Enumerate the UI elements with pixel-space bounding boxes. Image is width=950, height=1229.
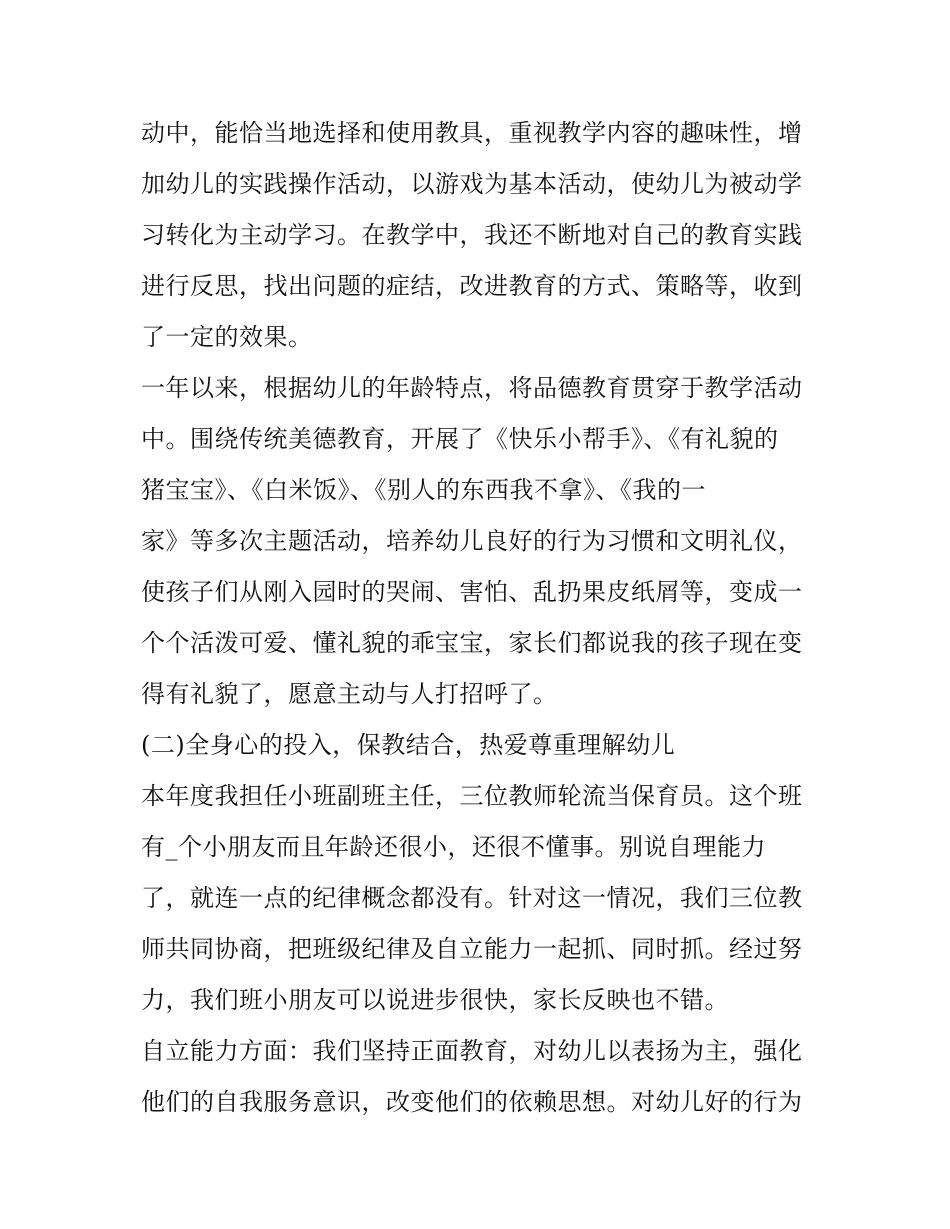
text-line: 他们的自我服务意识，改变他们的依赖思想。对幼儿好的行为 xyxy=(141,1088,803,1116)
text-line: 有_个小朋友而且年龄还很小，还很不懂事。别说自理能力 xyxy=(141,833,766,861)
text-line: 家》等多次主题活动，培养幼儿良好的行为习惯和文明礼仪， xyxy=(141,527,803,555)
text-line: 力，我们班小朋友可以说进步很快，家长反映也不错。 xyxy=(141,986,729,1014)
text-line: 习转化为主动学习。在教学中，我还不断地对自己的教育实践 xyxy=(141,221,803,249)
text-line: 师共同协商，把班级纪律及自立能力一起抓、同时抓。经过努 xyxy=(141,935,803,963)
text-line: 猪宝宝》、《白米饭》、《别人的东西我不拿》、《我的一 xyxy=(141,476,706,504)
body-text xyxy=(141,108,831,1128)
section-heading: (二)全身心的投入，保教结合，热爱尊重理解幼儿 xyxy=(141,731,676,759)
text-line: 个个活泼可爱、懂礼貌的乖宝宝，家长们都说我的孩子现在变 xyxy=(141,629,803,657)
text-line: 了，就连一点的纪律概念都没有。针对这一情况，我们三位教 xyxy=(141,884,803,912)
text-line: 使孩子们从刚入园时的哭闹、害怕、乱扔果皮纸屑等，变成一 xyxy=(141,578,803,606)
text-line: 中。围绕传统美德教育，开展了《快乐小帮手》、《有礼貌的 xyxy=(141,425,779,453)
text-line: 加幼儿的实践操作活动，以游戏为基本活动，使幼儿为被动学 xyxy=(141,170,803,198)
text-line: 进行反思，找出问题的症结，改进教育的方式、策略等，收到 xyxy=(141,272,803,300)
text-line: 动中，能恰当地选择和使用教具，重视教学内容的趣味性，增 xyxy=(141,119,803,147)
text-line: 一年以来，根据幼儿的年龄特点，将品德教育贯穿于教学活动 xyxy=(141,374,803,402)
text-line: 得有礼貌了，愿意主动与人打招呼了。 xyxy=(141,680,558,708)
text-line: 本年度我担任小班副班主任，三位教师轮流当保育员。这个班 xyxy=(141,782,803,810)
text-line: 自立能力方面：我们坚持正面教育，对幼儿以表扬为主，强化 xyxy=(141,1037,803,1065)
text-line: 了一定的效果。 xyxy=(141,323,313,351)
